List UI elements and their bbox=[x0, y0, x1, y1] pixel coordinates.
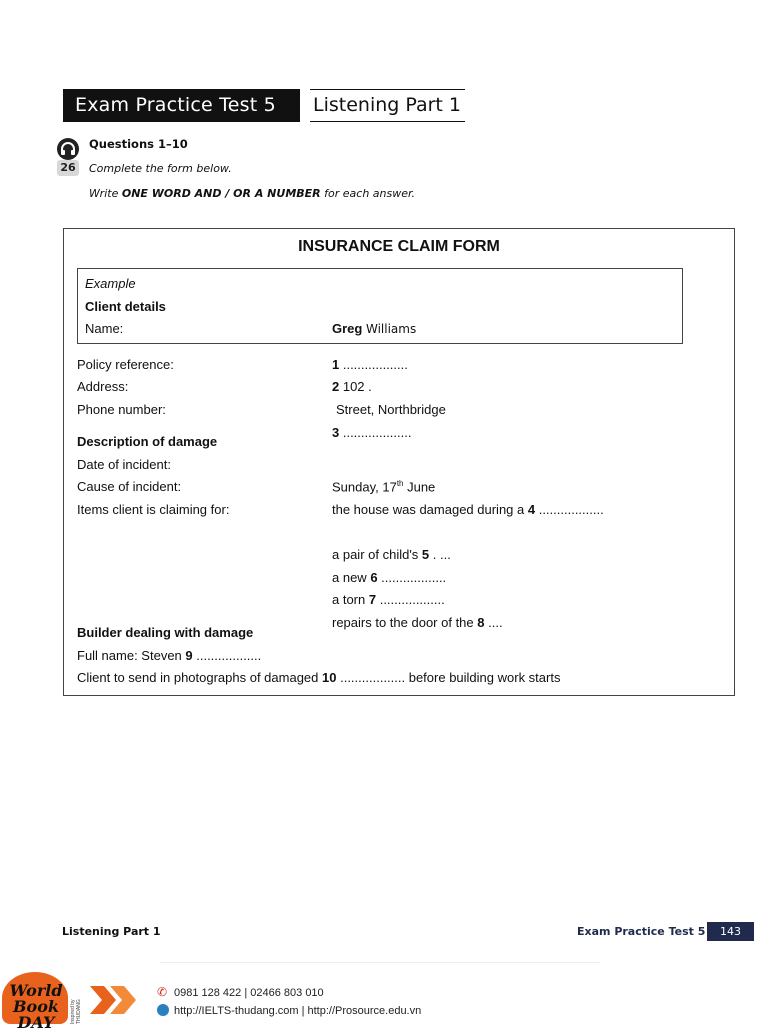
globe-icon bbox=[157, 1004, 169, 1016]
q9-line: Full name: Steven 9 .................. bbox=[77, 648, 262, 663]
phone-icon: ✆ bbox=[157, 985, 168, 999]
arrow-logo-icon bbox=[90, 982, 142, 1018]
test-title-label: Exam Practice Test 5 bbox=[63, 89, 300, 122]
q2-line: 2 102 . bbox=[332, 379, 372, 394]
q8-line: repairs to the door of the 8 .... bbox=[332, 615, 503, 630]
part-title-label: Listening Part 1 bbox=[310, 89, 465, 122]
name-value: Greg Williams bbox=[332, 321, 417, 336]
contact-web[interactable]: http://IELTS-thudang.com | http://Prosource.edu.vn bbox=[174, 1005, 422, 1017]
date-value: Sunday, 17th June bbox=[332, 479, 436, 495]
audio-track-number: 26 bbox=[57, 160, 79, 176]
q10-line: Client to send in photographs of damaged 10 .................. before building work starts bbox=[77, 670, 561, 685]
footer-test-label: Exam Practice Test 5 bbox=[577, 925, 706, 938]
footer-divider bbox=[160, 962, 600, 963]
client-details-heading: Client details bbox=[85, 299, 166, 314]
inspired-by-text: Inspired by THUDANG bbox=[70, 999, 82, 1024]
instruction-line-2: Write ONE WORD AND / OR A NUMBER for each answer. bbox=[89, 187, 415, 200]
form-title: INSURANCE CLAIM FORM bbox=[298, 238, 500, 255]
builder-heading: Builder dealing with damage bbox=[77, 625, 254, 640]
page-number: 143 bbox=[707, 922, 754, 941]
example-label: Example bbox=[85, 276, 136, 291]
name-label: Name: bbox=[85, 321, 124, 336]
cause-label: Cause of incident: bbox=[77, 479, 182, 494]
contact-phones: 0981 128 422 | 02466 803 010 bbox=[174, 987, 324, 999]
q4-line: the house was damaged during a 4 .................. bbox=[332, 502, 604, 517]
q7-line: a torn 7 .................. bbox=[332, 592, 445, 607]
damage-heading: Description of damage bbox=[77, 434, 218, 449]
world-book-day-logo-text: World Book DAY bbox=[9, 981, 63, 1032]
policy-label: Policy reference: bbox=[77, 357, 174, 372]
address-label: Address: bbox=[77, 379, 129, 394]
headphones-icon bbox=[57, 138, 79, 160]
date-label: Date of incident: bbox=[77, 457, 171, 472]
street-value: Street, Northbridge bbox=[336, 402, 446, 417]
questions-range: Questions 1–10 bbox=[89, 137, 188, 151]
q1-line: 1 .................. bbox=[332, 357, 408, 372]
q5-line: a pair of child's 5 . ... bbox=[332, 547, 451, 562]
phone-label: Phone number: bbox=[77, 402, 166, 417]
items-label: Items client is claiming for: bbox=[77, 502, 230, 517]
q3-line: 3 ................... bbox=[332, 425, 412, 440]
q6-line: a new 6 .................. bbox=[332, 570, 447, 585]
footer-section-label: Listening Part 1 bbox=[62, 925, 161, 938]
instruction-line-1: Complete the form below. bbox=[89, 162, 232, 175]
